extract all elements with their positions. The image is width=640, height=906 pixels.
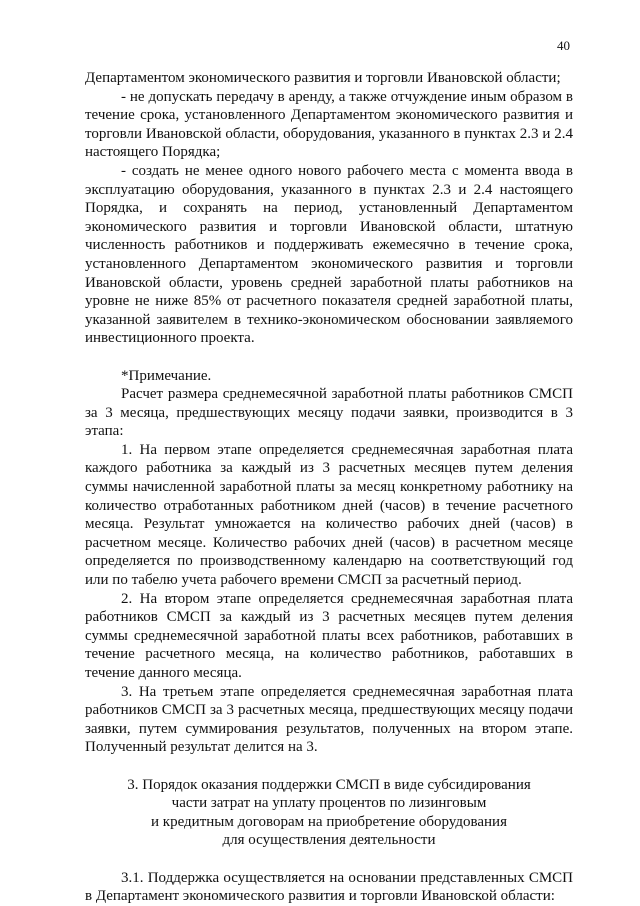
paragraph: 1. На первом этапе определяется среднемесячная заработная плата каждого работника за каждый из 3 расчетных месяцев путем деления суммы начисленной заработной платы за месяц конкретному работнику на количество отработанных работником дней (часов) в течение расчетного месяца. Результат умножается на количество рабочих дней (часов) в расчетном месяце. Количество рабочих дней (часов) в расчетном месяце определяется по производственному календарю на соответствующий год или по табелю учета рабочего времени СМСП за расчетный период.	[85, 441, 573, 589]
page-number: 40	[557, 38, 570, 53]
section-heading-line: и кредитным договорам на приобретение оборудования	[151, 813, 507, 830]
paragraph: 3.1. Поддержка осуществляется на основании представленных СМСП в Департамент экономического развития и торговли Ивановской области:	[85, 869, 573, 905]
spacer	[85, 348, 573, 367]
paragraph: - создать не менее одного нового рабочего места с момента ввода в эксплуатацию оборудования, указанного в пунктах 2.3 и 2.4 настоящего Порядка, и сохранять на период, установленный Департаментом экономического развития и торговли Ивановской области, штатную численность работников и поддерживать ежемесячно в течение срока, установленного Департаментом экономического развития и торговли Ивановской области, уровень средней заработной платы работников на уровне не ниже 85% от расчетного показателя средней заработной платы, указанной заявителем в технико-экономическом обосновании заявляемого инвестиционного проекта.	[85, 162, 573, 347]
section-heading-line: части затрат на уплату процентов по лизинговым	[171, 795, 487, 812]
spacer	[85, 850, 573, 869]
paragraph: - не допускать передачу в аренду, а также отчуждение иным образом в течение срока, установленного Департаментом экономического развития и торговли Ивановской области, оборудования, указанного в пунктах 2.3 и 2.4 настоящего Порядка;	[85, 88, 573, 161]
section-heading-line: 3. Порядок оказания поддержки СМСП в виде субсидирования	[127, 776, 531, 793]
paragraph: Департаментом экономического развития и торговли Ивановской области;	[85, 70, 561, 86]
paragraph: 3. На третьем этапе определяется среднемесячная заработная плата работников СМСП за 3 расчетных месяца, предшествующих месяцу подачи заявки, путем суммирования результатов, полученных на втором этапе. Полученный результат делится на 3.	[85, 683, 573, 756]
paragraph: 2. На втором этапе определяется среднемесячная заработная плата работников СМСП за каждый из 3 расчетных месяцев путем деления суммы среднемесячной заработной платы всех работников, работавших в течение расчетного месяца, на количество работников, работавших в течение данного месяца.	[85, 590, 573, 681]
spacer	[85, 757, 573, 776]
note-title: *Примечание.	[121, 367, 212, 384]
paragraph: Расчет размера среднемесячной заработной платы работников СМСП за 3 месяца, предшествующих месяцу подачи заявки, производится в 3 этапа:	[85, 386, 573, 440]
section-heading-line: для осуществления деятельности	[222, 832, 436, 849]
document-body	[85, 69, 573, 906]
